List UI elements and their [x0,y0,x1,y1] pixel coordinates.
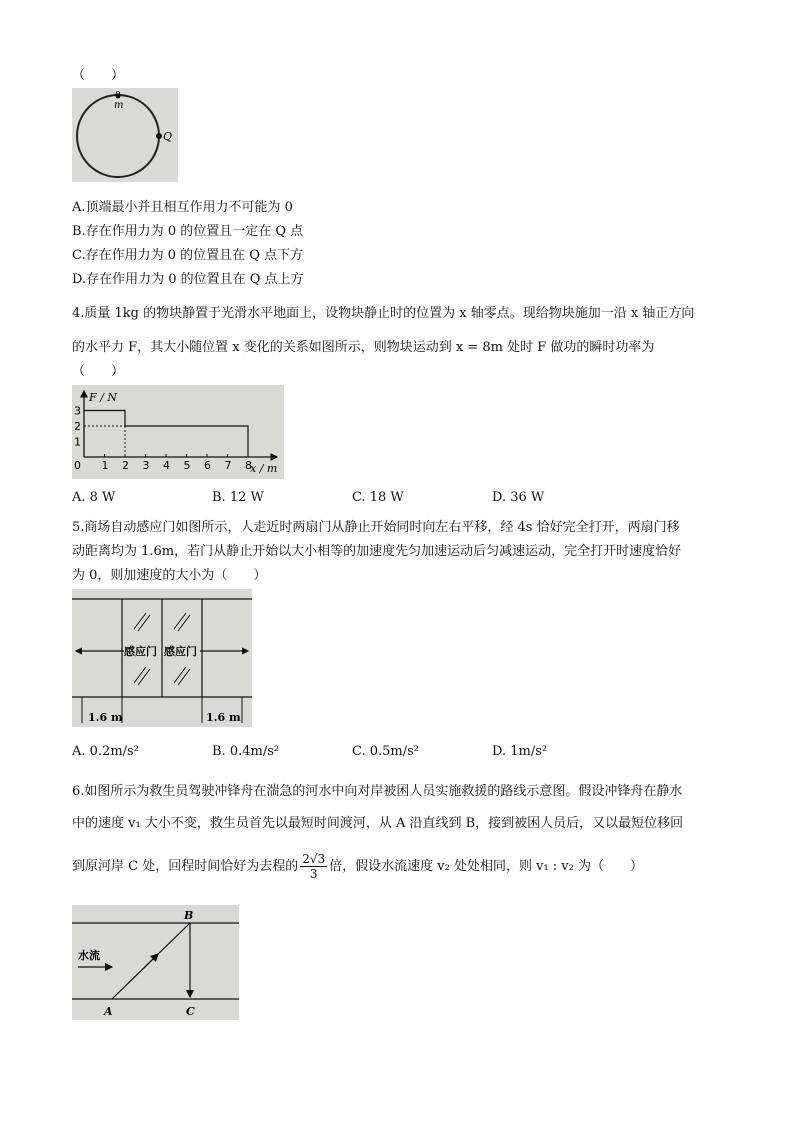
q3-option-d: D.存在作用力为 0 的位置且在 Q 点上方 [72,272,304,287]
force-series-line [84,411,248,458]
q4-paren: （ ） [72,364,125,379]
q4-option-c: C. 18 W [352,490,404,505]
y-axis-label: F / N [89,391,117,404]
current-label: 水流 [78,949,100,962]
fraction-numerator: 2√3 [302,852,326,866]
q3-option-a: A.顶端最小并且相互作用力不可能为 0 [72,200,293,215]
x-tick-label: 0 [74,459,81,472]
q4-stem-line2: 的水平力 F，其大小随位置 x 变化的关系如图所示，则物块运动到 x = 8m 处时 F 做功的瞬时功率为 [72,340,655,355]
q3-option-c: C.存在作用力为 0 的位置且在 Q 点下方 [72,248,304,263]
y-tick-label: 1 [74,435,81,449]
fraction-denominator: 3 [309,867,318,881]
q5-option-c: C. 0.5m/s² [352,744,420,759]
x-tick-label: 1 [101,459,109,472]
q5-option-a: A. 0.2m/s² [72,744,139,759]
q5-stem-line1: 5.商场自动感应门如图所示，人走近时两扇门从静止开始同时向左右平移，经 4s 恰好完全打开，两扇门移 [72,520,680,535]
door-label-left: 感应门 [124,645,157,658]
x-tick-label: 5 [183,459,191,472]
q5-option-b: B. 0.4m/s² [212,744,280,759]
point-a-label: A [104,1005,113,1018]
q3-paren: （ ） [72,68,125,83]
fig-label-0: 0 [115,91,121,101]
x-tick-label: 2 [122,459,129,472]
point-b-label: B [184,909,194,922]
x-tick-label: 6 [204,459,211,472]
x-tick-label: 7 [224,459,232,472]
q5-door-figure [72,589,252,727]
x-axis-label: x / m [250,462,278,475]
q4-f-x-graph [72,385,284,479]
q3-circle-figure [72,88,178,182]
q6-stem-line3-post: 倍，假设水流速度 v₂ 处处相同，则 v₁ : v₂ 为（ ） [329,859,643,874]
q-point [156,133,162,139]
y-tick-label: 3 [74,404,81,418]
fig-label-m: m [114,100,124,111]
q5-stem-line2: 动距离均为 1.6m，若门从静止开始以大小相等的加速度先匀加速运动后匀减速运动，完全打开时速度恰好 [72,544,682,559]
q4-option-d: D. 36 W [492,490,545,505]
time-ratio-fraction [300,852,327,881]
q6-stem-line2: 中的速度 v₁ 大小不变，救生员首先以最短时间渡河，从 A 沿直线到 B，接到被困人员后，又以最短位移回 [72,816,684,831]
q6-stem-line3-pre: 到原河岸 C 处，回程时间恰好为去程的 [72,859,299,874]
distance-label-right: 1.6 m [206,711,241,724]
q3-option-b: B.存在作用力为 0 的位置且一定在 Q 点 [72,224,304,239]
q4-option-b: B. 12 W [212,490,264,505]
q5-stem-line3: 为 0，则加速度的大小为（ ） [72,568,267,583]
q4-option-a: A. 8 W [72,490,116,505]
q6-stem-line3 [72,852,643,881]
x-tick-label: 8 [245,459,252,472]
x-tick-label: 4 [163,459,170,472]
point-c-label: C [186,1005,195,1018]
door-label-right: 感应门 [164,645,197,658]
y-tick-label: 2 [74,420,81,433]
q6-stem-line1: 6.如图所示为救生员驾驶冲锋舟在湍急的河水中向对岸被困人员实施救援的路线示意图。假设冲锋舟在静水 [72,784,683,799]
x-tick-label: 3 [142,459,150,472]
distance-label-left: 1.6 m [88,711,123,724]
q6-river-figure [72,905,239,1020]
q5-option-d: D. 1m/s² [492,744,548,759]
fig-label-q: Q [163,130,173,143]
q4-stem-line1: 4.质量 1kg 的物块静置于光滑水平地面上，设物块静止时的位置为 x 轴零点。现给物块施加一沿 x 轴正方向 [72,306,695,321]
